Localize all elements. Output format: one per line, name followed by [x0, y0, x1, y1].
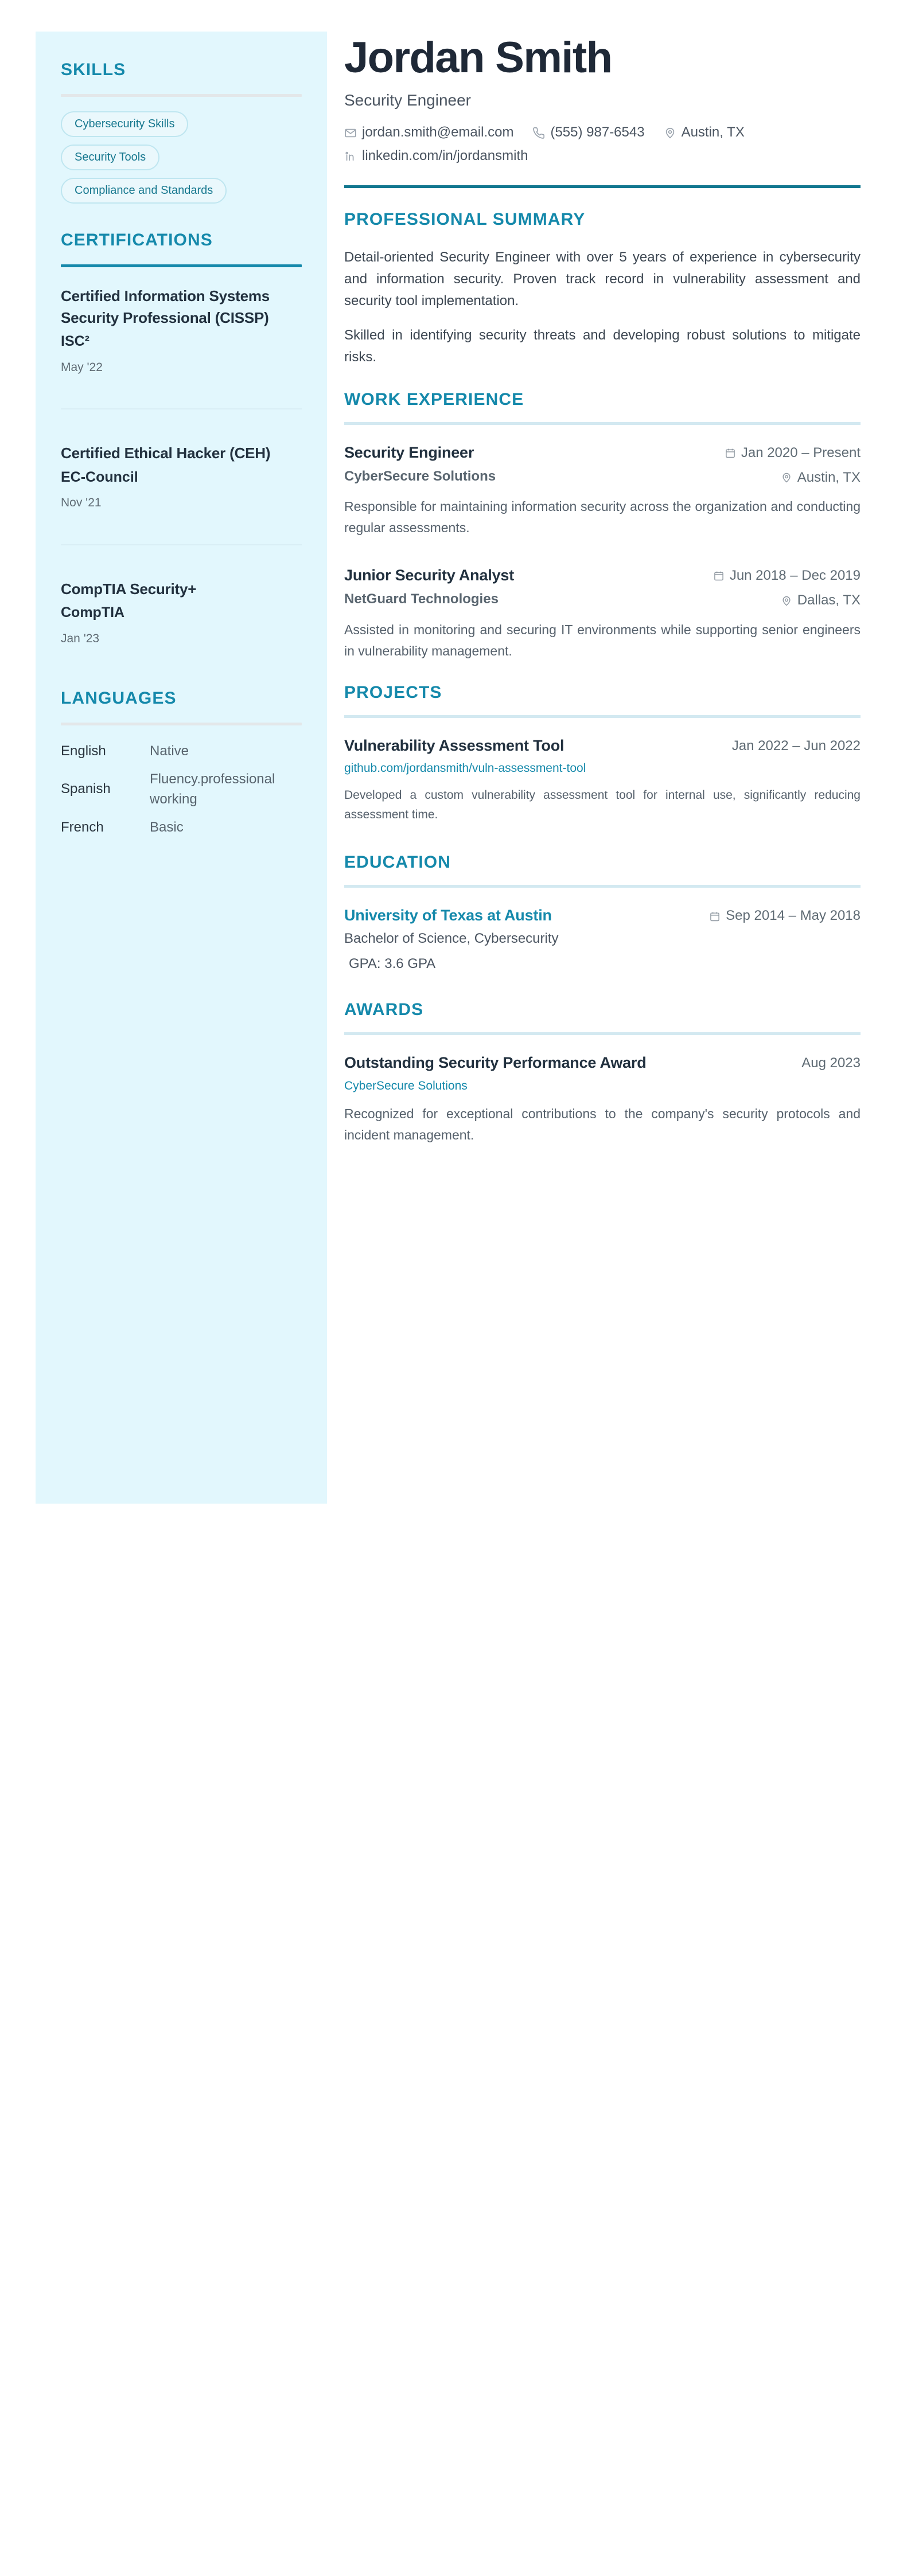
resume-header [344, 34, 861, 188]
education-entry [344, 905, 861, 974]
summary-body [344, 247, 861, 368]
section-projects [344, 683, 861, 824]
work-entry-header [344, 442, 861, 463]
contact-line-primary [344, 124, 861, 141]
location-pin-icon [781, 472, 792, 483]
language-row [61, 770, 302, 810]
award-date-text: Aug 2023 [801, 1055, 861, 1071]
project-title: Vulnerability Assessment Tool [344, 737, 564, 755]
skills-divider [61, 94, 302, 97]
project-dates-text: Jan 2022 – Jun 2022 [731, 738, 861, 754]
language-level: Basic [150, 819, 184, 835]
work-heading: WORK EXPERIENCE [344, 389, 524, 409]
sidebar-section-languages [61, 689, 302, 837]
project-dates [732, 735, 861, 755]
contact-location [664, 124, 745, 141]
job-location [781, 467, 861, 487]
language-name: English [61, 743, 106, 759]
calendar-icon [709, 911, 721, 922]
sidebar [36, 32, 327, 1504]
calendar-icon [713, 570, 725, 581]
project-entry-header [344, 735, 861, 756]
certification-name: Certified Ethical Hacker (CEH) [61, 444, 271, 462]
work-entry-subheader [344, 467, 861, 487]
projects-body [344, 735, 861, 824]
phone-icon [532, 127, 545, 139]
language-row [61, 741, 302, 762]
job-description: Responsible for maintaining information security across the organization and conducting regular assessments. [344, 499, 861, 536]
work-entry-subheader [344, 590, 861, 610]
language-list [61, 741, 302, 837]
job-company: NetGuard Technologies [344, 591, 499, 607]
contact-phone-text: (555) 987-6543 [550, 124, 645, 140]
certification-issuer: ISC² [61, 333, 89, 350]
work-divider [344, 422, 861, 425]
project-link[interactable]: github.com/jordansmith/vuln-assessment-tool [344, 761, 586, 775]
certification-name: CompTIA Security+ [61, 580, 197, 598]
degree-field: Bachelor of Science, Cybersecurity [344, 930, 559, 946]
contact-linkedin[interactable] [344, 148, 528, 165]
award-date [801, 1052, 861, 1072]
header-divider [344, 185, 861, 188]
job-location-text: Austin, TX [797, 470, 861, 486]
certification-issuer: EC-Council [61, 469, 138, 485]
job-location-text: Dallas, TX [797, 592, 861, 608]
job-dates-text: Jun 2018 – Dec 2019 [729, 568, 861, 584]
work-entry [344, 565, 861, 661]
language-level: Fluency.professional working [150, 771, 275, 807]
location-pin-icon [781, 595, 792, 607]
projects-heading: PROJECTS [344, 683, 442, 702]
contact-phone[interactable] [532, 124, 644, 141]
language-level: Native [150, 743, 189, 759]
education-body [344, 905, 861, 974]
education-divider [344, 885, 861, 888]
certification-date: Jan '23 [61, 631, 100, 645]
award-entry-header [344, 1052, 861, 1073]
location-pin-icon [664, 127, 676, 139]
contact-email[interactable] [344, 124, 513, 141]
skill-pill[interactable]: Cybersecurity Skills [61, 111, 188, 137]
email-icon [344, 127, 357, 139]
job-description: Assisted in monitoring and securing IT environments while supporting senior engineers in vulnerability management. [344, 622, 861, 658]
award-title: Outstanding Security Performance Award [344, 1054, 647, 1072]
sidebar-section-skills [61, 60, 302, 211]
award-description: Recognized for exceptional contributions to the company's security protocols and incident management. [344, 1106, 861, 1143]
certification-item [61, 408, 302, 517]
education-entry-header [344, 905, 861, 926]
awards-body [344, 1052, 861, 1145]
project-entry [344, 735, 861, 824]
certification-name: Certified Information Systems Security Professional (CISSP) [61, 287, 270, 326]
award-entry [344, 1052, 861, 1145]
job-dates [713, 565, 861, 585]
section-work-experience [344, 390, 861, 662]
awards-divider [344, 1032, 861, 1035]
certification-item [61, 544, 302, 653]
project-description: Developed a custom vulnerability assessment tool for internal use, significantly reducing assessment time. [344, 789, 861, 821]
skills-pill-list [61, 111, 302, 211]
work-entry [344, 442, 861, 538]
certification-date: May '22 [61, 360, 103, 374]
language-row [61, 818, 302, 838]
summary-heading: PROFESSIONAL SUMMARY [344, 210, 586, 229]
certification-item [61, 286, 302, 382]
section-professional-summary [344, 210, 861, 368]
contact-line-secondary [344, 148, 861, 165]
candidate-name: Jordan Smith [344, 33, 612, 82]
calendar-icon [725, 447, 736, 459]
job-title: Junior Security Analyst [344, 567, 514, 584]
skill-pill[interactable]: Compliance and Standards [61, 178, 227, 204]
language-name: French [61, 819, 104, 835]
job-dates-text: Jan 2020 – Present [741, 444, 861, 460]
contact-email-text: jordan.smith@email.com [362, 124, 514, 140]
gpa-value: GPA: 3.6 GPA [349, 955, 436, 971]
awards-heading: AWARDS [344, 1000, 424, 1020]
languages-divider [61, 723, 302, 725]
certifications-heading: CERTIFICATIONS [61, 231, 213, 249]
contact-linkedin-text: linkedin.com/in/jordansmith [362, 148, 528, 164]
summary-paragraph: Detail-oriented Security Engineer with over 5 years of experience in cybersecurity and information security. Proven track record in vulnerability assessment and security tool implementation. [344, 249, 861, 309]
job-dates [725, 442, 861, 462]
school-name[interactable]: University of Texas at Austin [344, 907, 552, 924]
certification-issuer: CompTIA [61, 604, 125, 621]
certifications-divider [61, 264, 302, 267]
section-awards [344, 1000, 861, 1145]
award-issuer: CyberSecure Solutions [344, 1079, 468, 1092]
certification-date: Nov '21 [61, 496, 102, 510]
sidebar-section-certifications [61, 231, 302, 653]
education-dates-text: Sep 2014 – May 2018 [726, 908, 861, 924]
main-column [344, 34, 861, 1146]
education-heading: EDUCATION [344, 853, 451, 872]
section-education [344, 853, 861, 974]
skills-heading: SKILLS [61, 60, 126, 79]
education-dates [709, 905, 861, 925]
projects-divider [344, 715, 861, 718]
linkedin-icon [344, 150, 357, 163]
certification-list [61, 286, 302, 653]
language-name: Spanish [61, 781, 111, 797]
work-body [344, 442, 861, 662]
job-title: Security Engineer [344, 443, 474, 461]
job-location [781, 590, 861, 610]
job-company: CyberSecure Solutions [344, 469, 496, 485]
skill-pill[interactable]: Security Tools [61, 145, 159, 170]
contact-location-text: Austin, TX [681, 124, 745, 140]
languages-heading: LANGUAGES [61, 689, 177, 708]
summary-paragraph: Skilled in identifying security threats and developing robust solutions to mitigate risks. [344, 327, 861, 365]
candidate-role: Security Engineer [344, 91, 472, 110]
work-entry-header [344, 565, 861, 586]
